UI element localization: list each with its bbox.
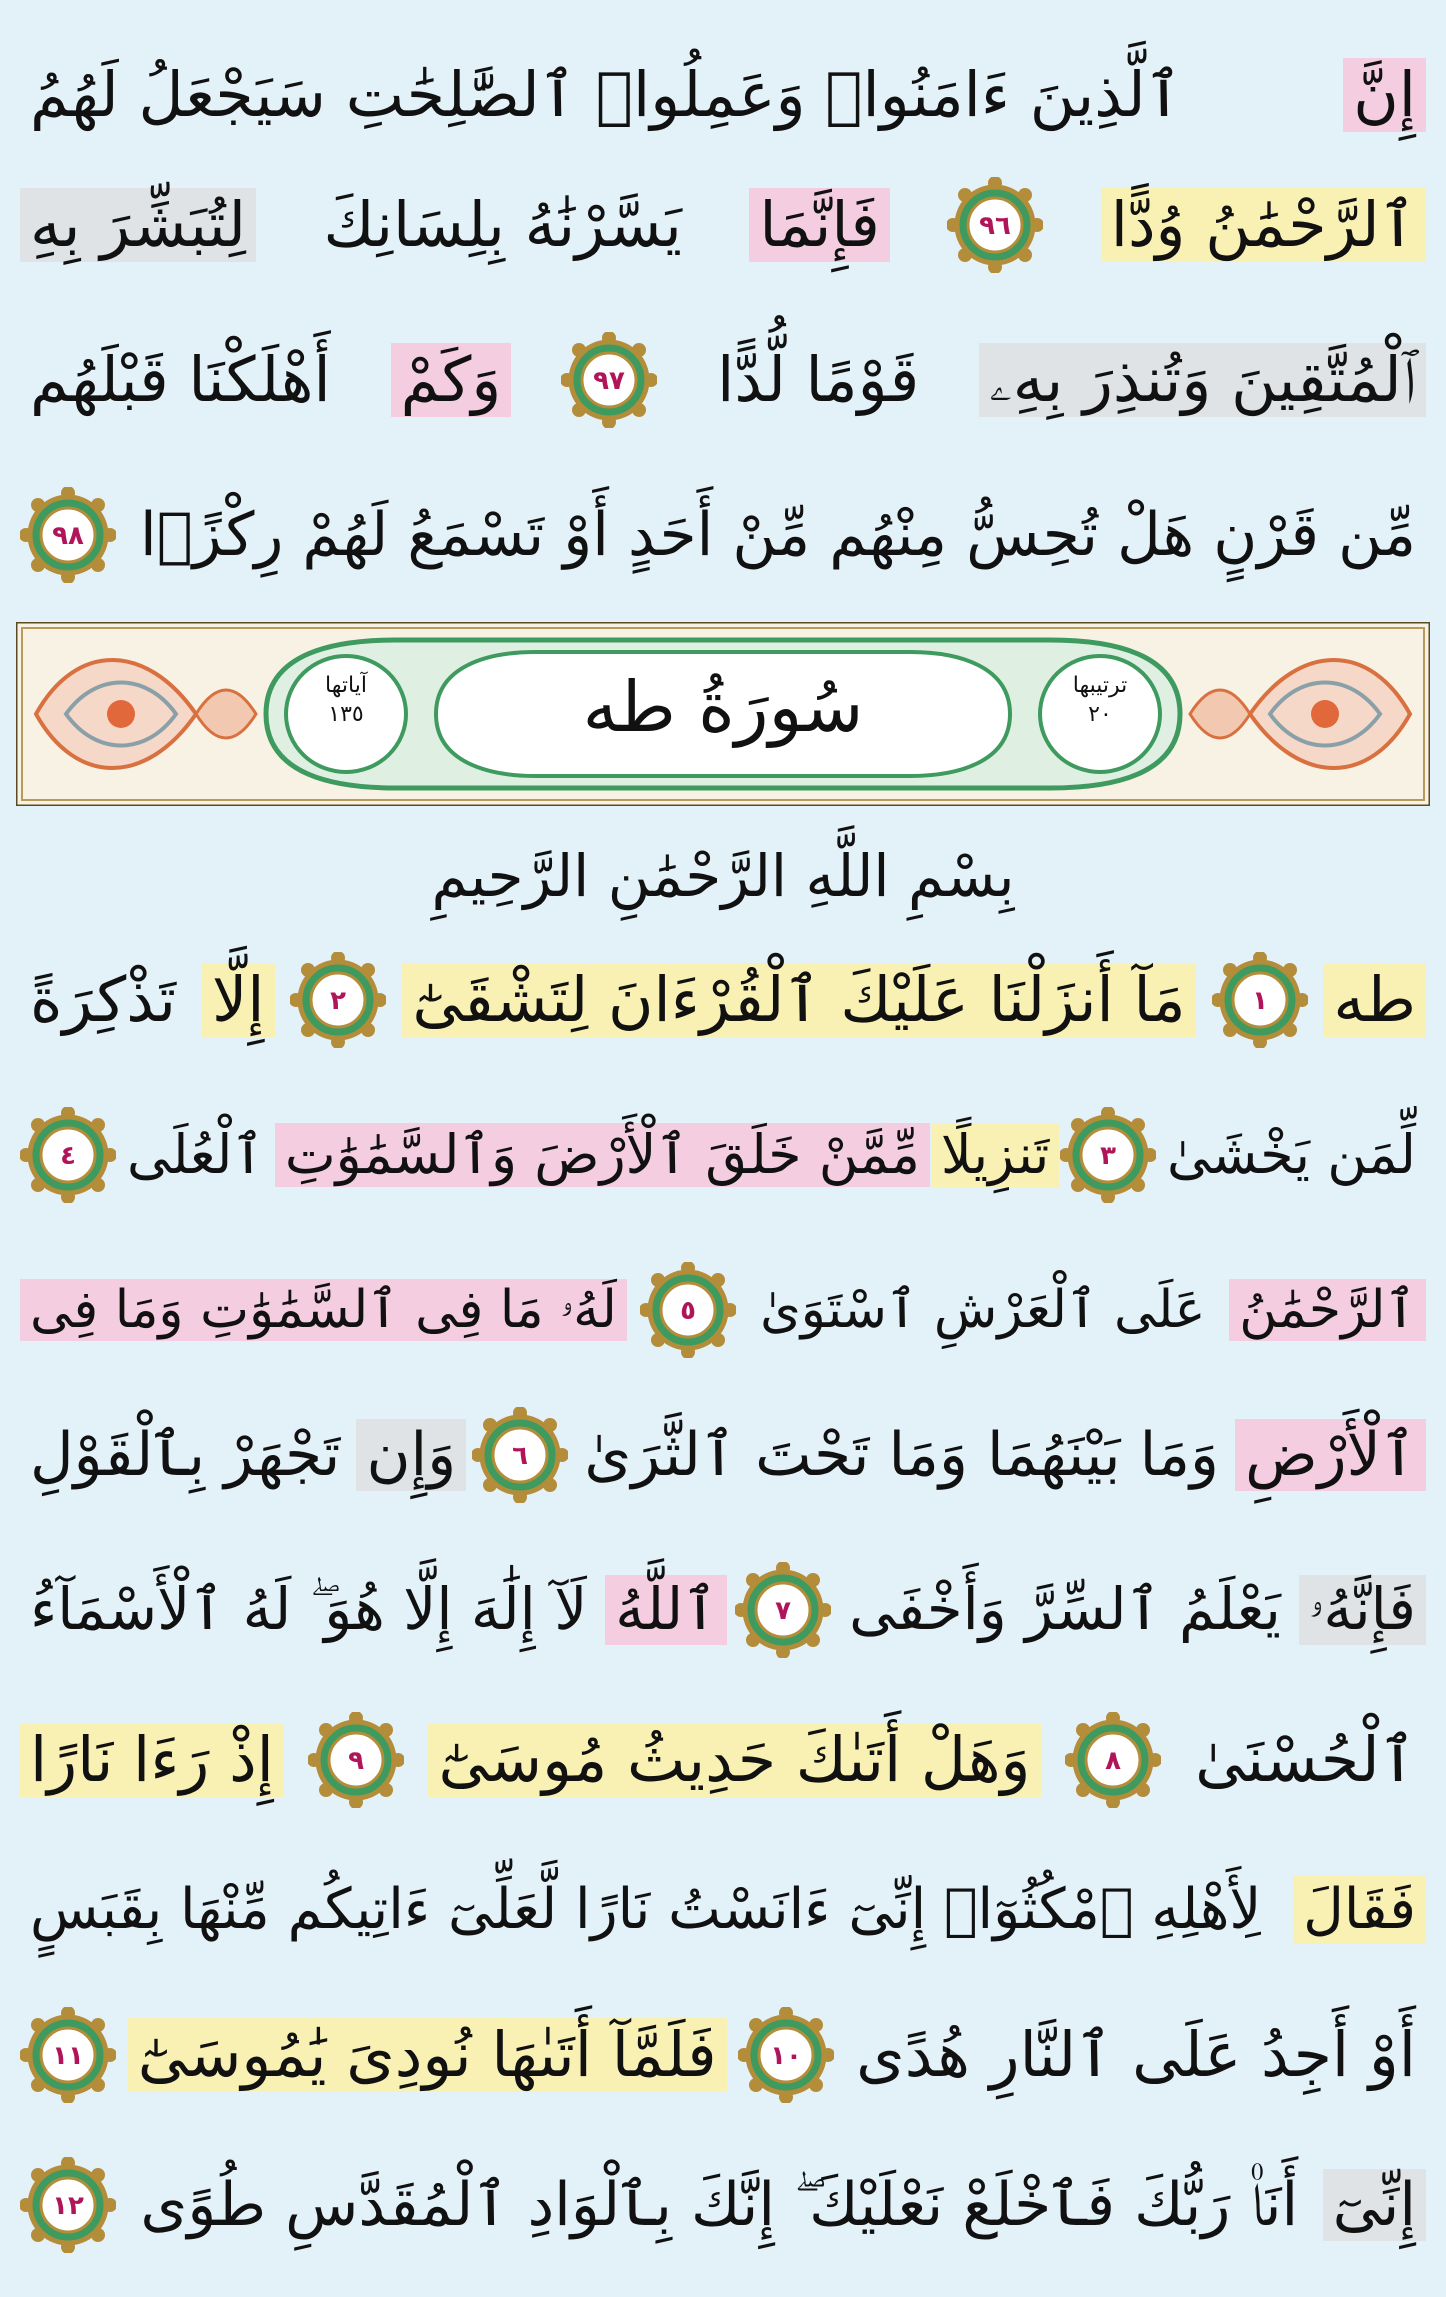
- quran-line: [20, 170, 1426, 280]
- verse-text-segment: أَوْ أَجِدُ عَلَى ٱلنَّارِ هُدًى: [856, 2017, 1416, 2091]
- ayah-number-marker: [735, 1562, 831, 1658]
- ayah-number: ٥: [680, 1296, 697, 1326]
- verse-text-segment: لِتُبَشِّرَ بِهِ: [20, 188, 256, 262]
- ayah-number: ١٠: [770, 2041, 803, 2071]
- ayah-number-marker: [20, 2157, 116, 2253]
- quran-line: [20, 2000, 1426, 2110]
- ayah-rosette-icon: [472, 1407, 568, 1503]
- verse-text-segment: أَنَا۠ رَبُّكَ فَٱخْلَعْ نَعْلَيْكَ ۖ إِنَّكَ بِٱلْوَادِ ٱلْمُقَدَّسِ طُوًى: [140, 2170, 1299, 2240]
- verse-text-segment: ٱلْأَرْضِ: [1235, 1419, 1426, 1491]
- verse-text-segment: طه: [1323, 963, 1426, 1037]
- verse-text-segment: عَلَى ٱلْعَرْشِ ٱسْتَوَىٰ: [760, 1279, 1206, 1340]
- ayah-rosette-icon: [290, 952, 386, 1048]
- surah-verses-count-label: آياتها ١٣٥: [325, 673, 367, 727]
- verse-text-segment: مِّمَّنْ خَلَقَ ٱلْأَرْضَ وَٱلسَّمَٰوَٰتِ: [275, 1123, 930, 1188]
- ayah-number-marker: [947, 177, 1043, 273]
- surah-title: سُورَةُ طه: [582, 666, 864, 748]
- ayah-rosette-icon: [20, 487, 116, 583]
- surah-order-label: ترتيبها ٢٠: [1072, 673, 1128, 727]
- verse-text-segment: لِّمَن يَخْشَىٰ: [1166, 1122, 1416, 1186]
- ayah-number: ٩٦: [979, 211, 1012, 241]
- ayah-rosette-icon: [1060, 1107, 1156, 1203]
- verse-text-segment: ٱللَّهُ: [605, 1575, 727, 1645]
- ayah-number-marker: [1060, 1107, 1156, 1203]
- quran-line: [20, 1100, 1426, 1210]
- ayah-number: ٨: [1104, 1746, 1121, 1776]
- ayah-rosette-icon: [308, 1712, 404, 1808]
- verse-text-segment: تَذْكِرَةً: [30, 962, 177, 1036]
- ayah-rosette-icon: [561, 332, 657, 428]
- verse-text-segment: يَعْلَمُ ٱلسِّرَّ وَأَخْفَى: [849, 1575, 1281, 1644]
- verse-text-segment: وَكَمْ: [391, 343, 512, 417]
- quran-line: [20, 1855, 1426, 1965]
- quran-line: [20, 1255, 1426, 1365]
- ayah-number-marker: [561, 332, 657, 428]
- ayah-number: ٩: [348, 1746, 365, 1776]
- verse-text-segment: فَقَالَ: [1293, 1876, 1426, 1943]
- verse-text-segment: ٱلرَّحْمَٰنُ: [1229, 1279, 1426, 1341]
- ayah-number: ١: [1251, 986, 1268, 1016]
- verse-text-segment: ٱلْعُلَى: [126, 1122, 264, 1186]
- quran-line: [20, 480, 1426, 590]
- ayah-rosette-icon: [20, 2157, 116, 2253]
- verse-text-segment: ٱلَّذِينَ ءَامَنُوا۟ وَعَمِلُوا۟ ٱلصَّٰلِحَٰتِ سَيَجْعَلُ لَهُمُ: [30, 57, 1182, 131]
- ayah-number: ١٢: [52, 2191, 84, 2221]
- verse-text-segment: لَهُۥ مَا فِى ٱلسَّمَٰوَٰتِ وَمَا فِى: [20, 1279, 627, 1341]
- ayah-number-marker: [1212, 952, 1308, 1048]
- verse-text-segment: يَسَّرْنَٰهُ بِلِسَانِكَ: [323, 187, 682, 261]
- ayah-number: ٢: [330, 986, 347, 1016]
- verse-text-segment: أَهْلَكْنَا قَبْلَهُم: [30, 342, 331, 416]
- verse-text-segment: لِأَهْلِهِ ٱمْكُثُوٓا۟ إِنِّىٓ ءَانَسْتُ نَارًا لَّعَلِّىٓ ءَاتِيكُم مِّنْهَا بِقَبَسٍ: [30, 1877, 1262, 1943]
- ayah-number-marker: [20, 2007, 116, 2103]
- quran-line: [20, 40, 1426, 150]
- ayah-rosette-icon: [1065, 1712, 1161, 1808]
- ayah-number-marker: [20, 487, 116, 583]
- verse-text-segment: إِلَّا: [202, 963, 275, 1037]
- ayah-number: ٤: [60, 1141, 76, 1171]
- ayah-number: ٩٧: [593, 366, 626, 396]
- ayah-rosette-icon: [947, 177, 1043, 273]
- ayah-rosette-icon: [1212, 952, 1308, 1048]
- ayah-rosette-icon: [738, 2007, 834, 2103]
- ayah-number-marker: [20, 1107, 116, 1203]
- verse-text-segment: إِنِّىٓ: [1323, 2169, 1426, 2241]
- verse-text-segment: فَإِنَّمَا: [749, 188, 890, 262]
- quran-line: [20, 2150, 1426, 2260]
- ayah-rosette-icon: [20, 2007, 116, 2103]
- quran-line: [20, 945, 1426, 1055]
- ayah-rosette-icon: [735, 1562, 831, 1658]
- surah-header-banner: [16, 622, 1430, 806]
- ayah-number-marker: [308, 1712, 404, 1808]
- verse-text-segment: تَنزِيلًا: [931, 1123, 1059, 1188]
- verse-text-segment: مَآ أَنزَلْنَا عَلَيْكَ ٱلْقُرْءَانَ لِتَشْقَىٰٓ: [402, 963, 1195, 1037]
- verse-text-segment: وَإِن: [356, 1419, 466, 1491]
- quran-line: [20, 1705, 1426, 1815]
- quran-line: [20, 1555, 1426, 1665]
- verse-text-segment: وَهَلْ أَتَىٰكَ حَدِيثُ مُوسَىٰٓ: [428, 1723, 1040, 1797]
- verse-text-segment: ٱلْمُتَّقِينَ وَتُنذِرَ بِهِۦ: [979, 343, 1426, 417]
- ayah-number-marker: [640, 1262, 736, 1358]
- ayah-number: ٩٨: [52, 521, 84, 551]
- ayah-number-marker: [1065, 1712, 1161, 1808]
- verse-text-segment: تَجْهَرْ بِٱلْقَوْلِ: [30, 1420, 341, 1490]
- verse-text-segment: ٱلرَّحْمَٰنُ وُدًّا: [1101, 188, 1426, 262]
- verse-text-segment: فَإِنَّهُۥ: [1299, 1575, 1426, 1645]
- ayah-number: ٣: [1100, 1141, 1117, 1171]
- verse-text-segment: ٱلْحُسْنَىٰ: [1195, 1722, 1416, 1796]
- ayah-number: ٦: [512, 1441, 529, 1471]
- verse-text-segment: فَلَمَّآ أَتَىٰهَا نُودِىَ يَٰمُوسَىٰٓ: [128, 2018, 727, 2092]
- ayah-number: ٧: [775, 1596, 792, 1626]
- verse-text-segment: إِذْ رَءَا نَارًا: [20, 1723, 284, 1797]
- ayah-number-marker: [738, 2007, 834, 2103]
- verse-text-segment: لَآ إِلَٰهَ إِلَّا هُوَ ۖ لَهُ ٱلْأَسْمَآءُ: [30, 1575, 588, 1644]
- ayah-rosette-icon: [20, 1107, 116, 1203]
- quran-line: [20, 1400, 1426, 1510]
- basmala: بِسْمِ اللَّهِ الرَّحْمَٰنِ الرَّحِيمِ: [431, 842, 1015, 910]
- quran-line: [20, 325, 1426, 435]
- verse-text-segment: قَوْمًا لُّدًّا: [717, 342, 920, 416]
- verse-text-segment: وَمَا بَيْنَهُمَا وَمَا تَحْتَ ٱلثَّرَىٰ: [584, 1420, 1219, 1490]
- ayah-number: ١١: [52, 2041, 84, 2071]
- ayah-number-marker: [290, 952, 386, 1048]
- verse-text-segment: إِنَّ: [1343, 58, 1426, 132]
- ayah-rosette-icon: [640, 1262, 736, 1358]
- ayah-number-marker: [472, 1407, 568, 1503]
- verse-text-segment: مِّن قَرْنٍ هَلْ تُحِسُّ مِنْهُم مِّنْ أَحَدٍ أَوْ تَسْمَعُ لَهُمْ رِكْزًۢا: [140, 500, 1416, 570]
